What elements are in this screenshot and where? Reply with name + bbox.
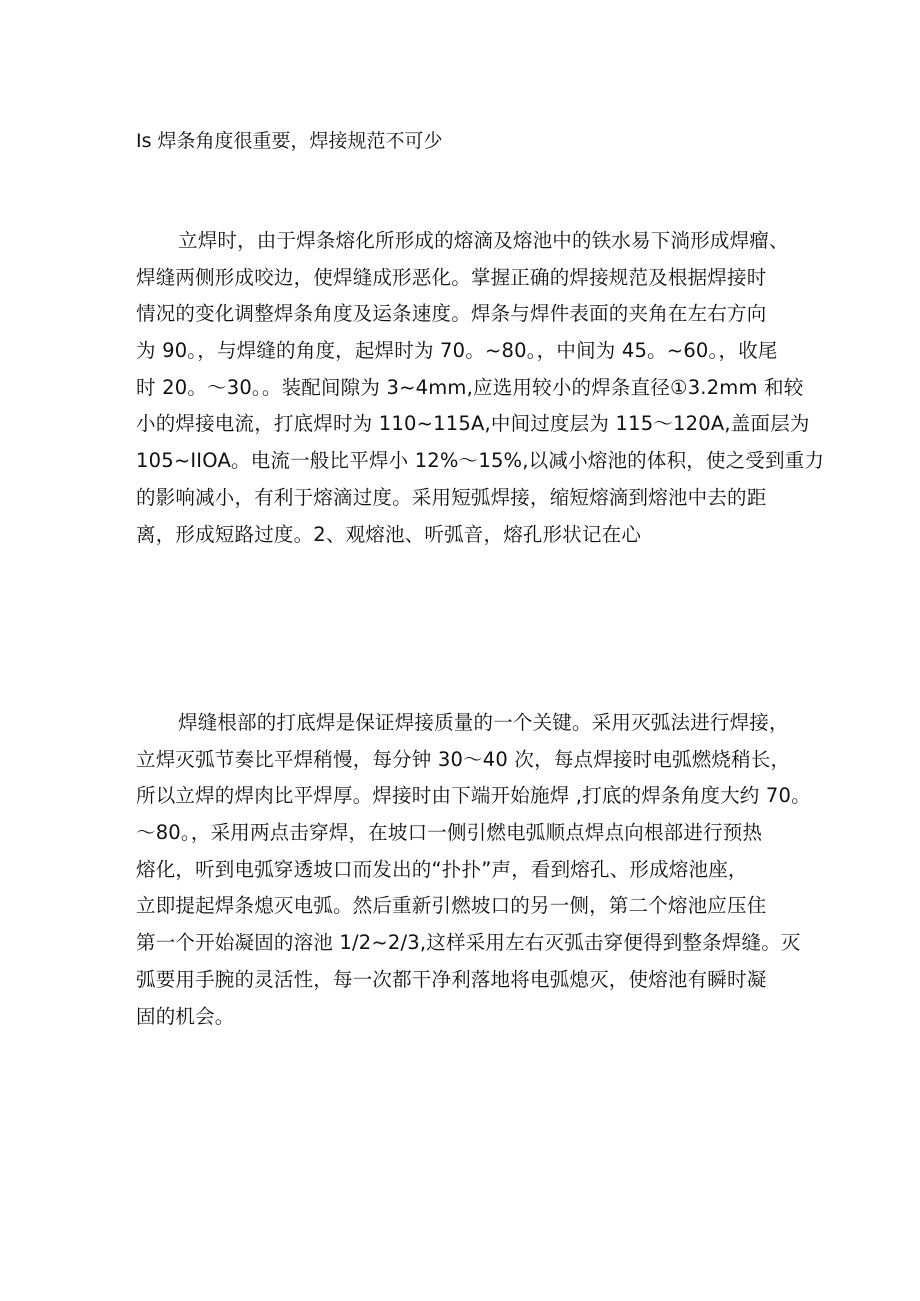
paragraph-line: 时 20。～30。。装配间隙为 3~4mm,应选用较小的焊条直径①3.2mm 和较 [136, 375, 804, 399]
paragraph-line: 为 90。，与焊缝的角度，起焊时为 70。~80。，中间为 45。~60。，收尾 [136, 339, 778, 363]
paragraph-line: 立焊时，由于焊条熔化所形成的熔滴及熔池中的铁水易下淌形成焊瘤、 [178, 229, 789, 252]
paragraph-line: 立焊灭弧节奏比平焊稍慢，每分钟 30～40 次，每点焊接时电弧燃烧稍长， [136, 747, 791, 771]
paragraph-line: 弧要用手腕的灵活性，每一次都干净利落地将电弧熄灭，使熔池有瞬时凝 [136, 967, 767, 991]
paragraph-line: 情况的变化调整焊条角度及运条速度。焊条与焊件表面的夹角在左右方向 [136, 302, 767, 326]
section-heading: Is 焊条角度很重要，焊接规范不可少 [136, 130, 443, 152]
paragraph-line: 离，形成短路过度。2、观熔池、听弧音，熔孔形状记在心 [136, 522, 642, 546]
paragraph-line: 105~IIOA。电流一般比平焊小 12%～15%,以减小熔池的体积，使之受到重力 [136, 449, 825, 473]
paragraph-line: 的影响减小，有利于熔滴过度。采用短弧焊接，缩短熔滴到熔池中去的距 [136, 485, 767, 509]
paragraph-line: ～80。，采用两点击穿焊，在坡口一侧引燃电弧顺点焊点向根部进行预热 [136, 821, 763, 845]
paragraph-line: 熔化，听到电弧穿透坡口而发出的“扑扑”声，看到熔孔、形成熔池座， [136, 857, 748, 881]
paragraph-1 [136, 223, 825, 553]
paragraph-2 [136, 705, 811, 1035]
paragraph-line: 第一个开始凝固的溶池 1/2~2/3,这样采用左右灭弧击穿便得到整条焊缝。灭 [136, 931, 801, 955]
paragraph-line: 所以立焊的焊肉比平焊厚。焊接时由下端开始施焊 ,打底的焊条角度大约 70。 [136, 784, 811, 808]
paragraph-line: 小的焊接电流，打底焊时为 110~115A,中间过度层为 115～120A,盖面层为 [136, 412, 810, 436]
paragraph-line: 焊缝根部的打底焊是保证焊接质量的一个关键。采用灭弧法进行焊接， [178, 711, 789, 734]
paragraph-line: 固的机会。 [136, 1004, 235, 1028]
paragraph-line: 立即提起焊条熄灭电弧。然后重新引燃坡口的另一侧，第二个熔池应压住 [136, 894, 767, 918]
paragraph-line: 焊缝两侧形成咬边，使焊缝成形恶化。掌握正确的焊接规范及根据焊接时 [136, 265, 767, 289]
